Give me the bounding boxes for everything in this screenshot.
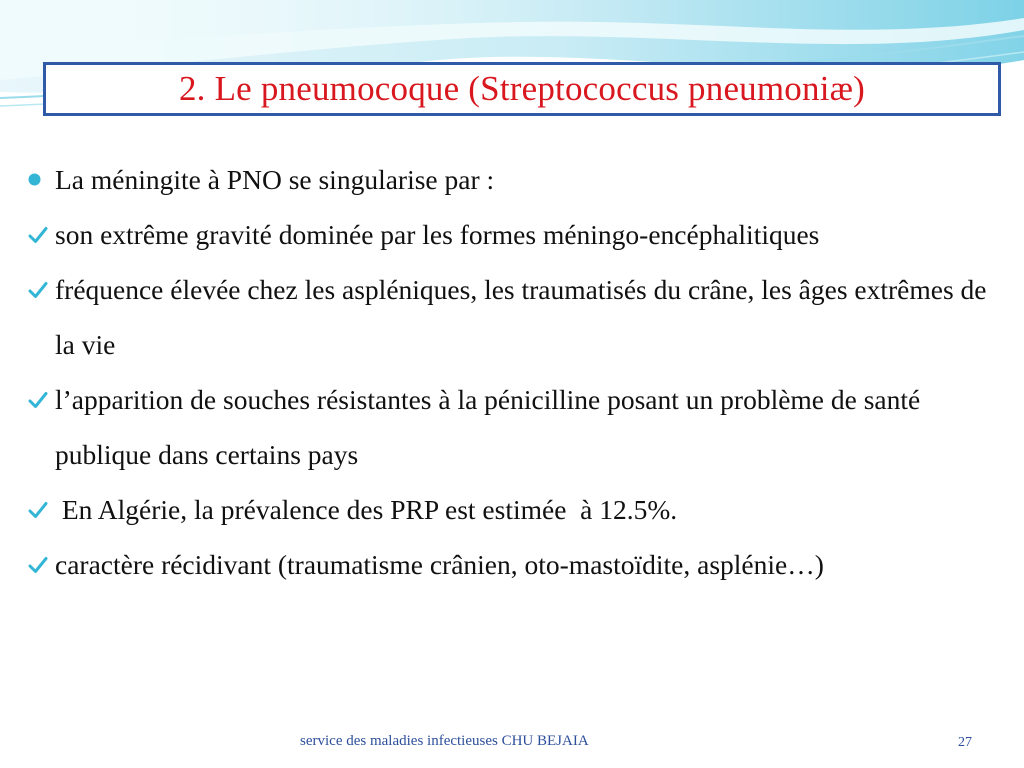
check-icon xyxy=(28,262,55,317)
check-icon xyxy=(28,372,55,427)
bullet-text: fréquence élevée chez les aspléniques, les traumatisés du crâne, les âges extrêmes de la vie xyxy=(55,274,987,360)
bullet-text: En Algérie, la prévalence des PRP est estimée à 12.5%. xyxy=(55,494,678,525)
intro-text: La méningite à PNO se singularise par : xyxy=(55,164,495,195)
footer-source-text: service des maladies infectieuses CHU BEJAIA xyxy=(300,733,589,749)
check-icon xyxy=(28,207,55,262)
check-icon xyxy=(28,482,55,537)
check-list-item xyxy=(28,537,998,592)
check-list-item xyxy=(28,262,998,372)
round-bullet-icon xyxy=(28,152,55,207)
page-number: 27 xyxy=(958,735,972,750)
check-list-item xyxy=(28,372,998,482)
bullet-text: caractère récidivant (traumatisme crânien, oto-mastoïdite, asplénie…) xyxy=(55,549,824,580)
intro-bullet xyxy=(28,152,998,207)
check-list-item xyxy=(28,207,998,262)
bullet-text: son extrême gravité dominée par les formes méningo-encéphalitiques xyxy=(55,219,820,250)
title-box xyxy=(43,62,1001,116)
slide-content xyxy=(28,152,998,592)
check-icon xyxy=(28,537,55,592)
check-list-item xyxy=(28,482,998,537)
bullet-text: l’apparition de souches résistantes à la pénicilline posant un problème de santé publique dans certains pays xyxy=(55,384,921,470)
slide-title: 2. Le pneumocoque (Streptococcus pneumoniæ) xyxy=(178,69,866,108)
